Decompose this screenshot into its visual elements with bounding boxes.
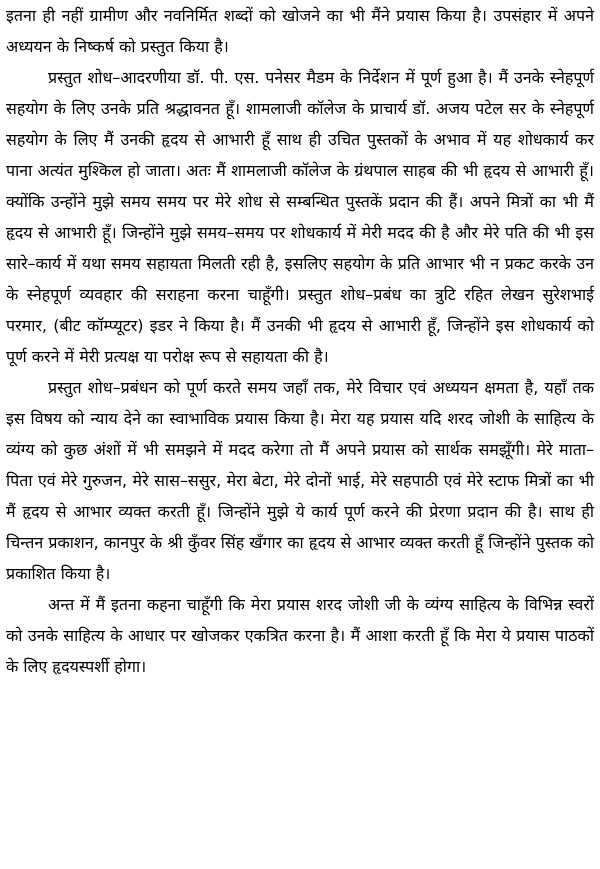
paragraph-intro-continuation: इतना ही नहीं ग्रामीण और नवनिर्मित शब्दों को खोजने का भी मैंने प्रयास किया है। उपसंहार में अपने अध्ययन के निष्कर्ष को प्रस्तुत किया है। [6, 6, 594, 56]
paragraph-acknowledgements: प्रस्तुत शोध–आदरणीया डॉ. पी. एस. पनेसर मैडम के निर्देशन में पूर्ण हुआ है। मैं उनके स्नेहपूर्ण सहयोग के लिए उनके प्रति श्रद्धावनत हूँ। शामलाजी कॉलेज के प्राचार्य डॉ. अजय पटेल सर के स्नेहपूर्ण सहयोग के लिए मैं उनकी हृदय से आभारी हूँ साथ ही उचित पुस्तकों के अभाव में यह शोधकार्य कर पाना अत्यंत मुश्किल हो जाता। अतः मैं शामलाजी कॉलेज के ग्रंथपाल साहब की भी हृदय से आभारी हूँ। क्योंकि उन्होंने मुझे समय समय पर मेरे शोध से सम्बन्धित पुस्तकें प्रदान की हैं। अपने मित्रों का भी मैं हृदय से आभारी हूँ। जिन्होंने मुझे समय–समय पर शोधकार्य में मेरी मदद की है और मेरे पति की भी इस सारे–कार्य में यथा समय सहायता मिलती रही है, इसलिए सहयोग के प्रति आभार भी न प्रकट करके उन के स्नेहपूर्ण व्यवहार की सराहना करना चाहूँगी। प्रस्तुत शोध–प्रबंध का त्रुटि रहित लेखन सुरेशभाई परमार, (बीट कॉम्प्यूटर) इडर ने किया है। मैं उनकी भी हृदय से आभारी हूँ, जिन्होंने इस शोधकार्य को पूर्ण करने में मेरी प्रत्यक्ष या परोक्ष रूप से सहायता की है। [6, 68, 594, 366]
paragraph-conclusion: अन्त में मैं इतना कहना चाहूँगी कि मेरा प्रयास शरद जोशी जी के व्यंग्य साहित्य के विभिन्न स्वरों को उनके साहित्य के आधार पर खोजकर एकत्रित करना है। मैं आशा करती हूँ कि मेरा ये प्रयास पाठकों के लिए हृदयस्पर्शी होगा। [6, 595, 594, 676]
paragraph-gratitude: प्रस्तुत शोध–प्रबंधन को पूर्ण करते समय जहाँ तक, मेरे विचार एवं अध्ययन क्षमता है, यहाँ तक इस विषय को न्याय देने का स्वाभाविक प्रयास किया है। मेरा यह प्रयास यदि शरद जोशी के साहित्य के व्यंग्य को कुछ अंशों में भी समझने में मदद करेगा तो मैं अपने प्रयास को सार्थक समझूँगी। मेरे माता–पिता एवं मेरे गुरुजन, मेरे सास–ससुर, मेरा बेटा, मेरे दोनों भाई, मेरे सहपाठी एवं मेरे स्टाफ मित्रों का भी मैं हृदय से आभार व्यक्त करती हूँ। जिन्होंने मुझे ये कार्य पूर्ण करने की प्रेरणा प्रदान की है। साथ ही चिन्तन प्रकाशन, कानपुर के श्री कुँवर सिंह खँगार का हृदय से आभार व्यक्त करती हूँ जिन्होंने पुस्तक को प्रकाशित किया है। [6, 378, 594, 583]
